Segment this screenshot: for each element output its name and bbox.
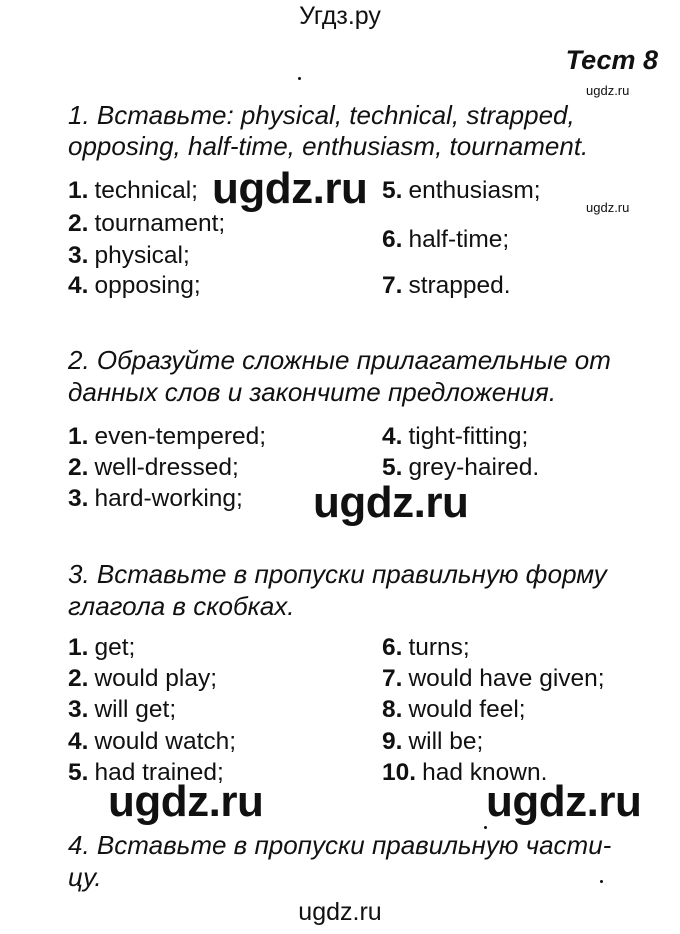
answer-text: would play; [94, 665, 218, 692]
answer-number: 7. [382, 665, 403, 692]
answer-item [68, 696, 176, 724]
watermark-small: ugdz.ru [586, 200, 630, 215]
answer-item [68, 485, 243, 513]
answer-number: 4. [382, 423, 403, 450]
answer-item [382, 696, 526, 724]
watermark-large: ugdz.ru [313, 478, 469, 527]
answer-number: 6. [382, 226, 403, 253]
answer-item [382, 634, 470, 662]
answer-text: would have given; [408, 665, 605, 692]
answer-item [68, 665, 217, 693]
answer-item [68, 272, 201, 300]
task-3-instruction-line-1: 3. Вставьте в пропуски правильную форму [68, 559, 607, 589]
answer-text: hard-working; [94, 485, 243, 512]
answer-text: would watch; [94, 728, 237, 755]
answer-text: enthusiasm; [408, 177, 541, 204]
answer-number: 10. [382, 759, 417, 786]
task-1-instruction-line-2: opposing, half-time, enthusiasm, tournament. [68, 131, 589, 161]
answer-item [382, 665, 605, 693]
answer-text: get; [94, 634, 136, 661]
test-title: Тест 8 [565, 45, 658, 75]
answer-text: had known. [422, 759, 548, 786]
answer-item [382, 728, 483, 756]
answer-item [68, 177, 198, 205]
answer-number: 8. [382, 696, 403, 723]
answer-text: opposing; [94, 272, 201, 299]
answer-text: technical; [94, 177, 198, 204]
task-4-instruction-line-2: цу. [68, 862, 102, 892]
watermark-small: ugdz.ru [586, 83, 630, 98]
print-speck [484, 826, 487, 829]
task-2-instruction-line-1: 2. Образуйте сложные прилагательные от [68, 345, 611, 375]
answer-number: 5. [382, 454, 403, 481]
task-3-instruction-line-2: глагола в скобках. [68, 591, 295, 621]
answer-text: strapped. [408, 272, 511, 299]
answer-text: well-dressed; [94, 454, 239, 481]
answer-text: tight-fitting; [408, 423, 529, 450]
answer-text: physical; [94, 242, 190, 269]
watermark-large: ugdz.ru [486, 777, 642, 826]
answer-text: grey-haired. [408, 454, 540, 481]
answer-number: 3. [68, 485, 89, 512]
answer-text: would feel; [408, 696, 526, 723]
answer-item [382, 272, 511, 300]
answer-number: 6. [382, 634, 403, 661]
site-footer: ugdz.ru [298, 898, 382, 926]
answer-number: 2. [68, 210, 89, 237]
watermark-large: ugdz.ru [108, 777, 264, 826]
answer-text: will get; [94, 696, 177, 723]
site-header: Угдз.ру [299, 2, 381, 30]
answer-number: 5. [382, 177, 403, 204]
answer-text: even-tempered; [94, 423, 267, 450]
answer-number: 7. [382, 272, 403, 299]
answer-number: 3. [68, 242, 89, 269]
task-4-instruction-line-1: 4. Вставьте в пропуски правильную части- [68, 830, 612, 860]
answer-item [382, 226, 509, 254]
answer-text: turns; [408, 634, 470, 661]
answer-number: 1. [68, 177, 89, 204]
answer-number: 2. [68, 454, 89, 481]
watermark-large: ugdz.ru [212, 164, 368, 213]
answer-text: tournament; [94, 210, 226, 237]
answer-item [68, 634, 135, 662]
answer-item [382, 423, 528, 451]
print-speck [600, 880, 603, 883]
answer-number: 1. [68, 634, 89, 661]
answer-number: 1. [68, 423, 89, 450]
answer-item [68, 728, 236, 756]
answer-text: will be; [408, 728, 484, 755]
print-speck [298, 77, 301, 80]
answer-item [68, 210, 225, 238]
answer-number: 4. [68, 272, 89, 299]
answer-number: 4. [68, 728, 89, 755]
answer-item [382, 177, 541, 205]
task-1-instruction-line-1: 1. Вставьте: physical, technical, strapped, [68, 100, 575, 130]
answer-number: 9. [382, 728, 403, 755]
answer-text: had trained; [94, 759, 224, 786]
answer-number: 3. [68, 696, 89, 723]
answer-number: 5. [68, 759, 89, 786]
answer-item [68, 242, 190, 270]
answer-text: half-time; [408, 226, 510, 253]
answer-item [68, 423, 266, 451]
answer-item [68, 454, 239, 482]
answer-number: 2. [68, 665, 89, 692]
task-2-instruction-line-2: данных слов и закончите предложения. [68, 377, 557, 407]
